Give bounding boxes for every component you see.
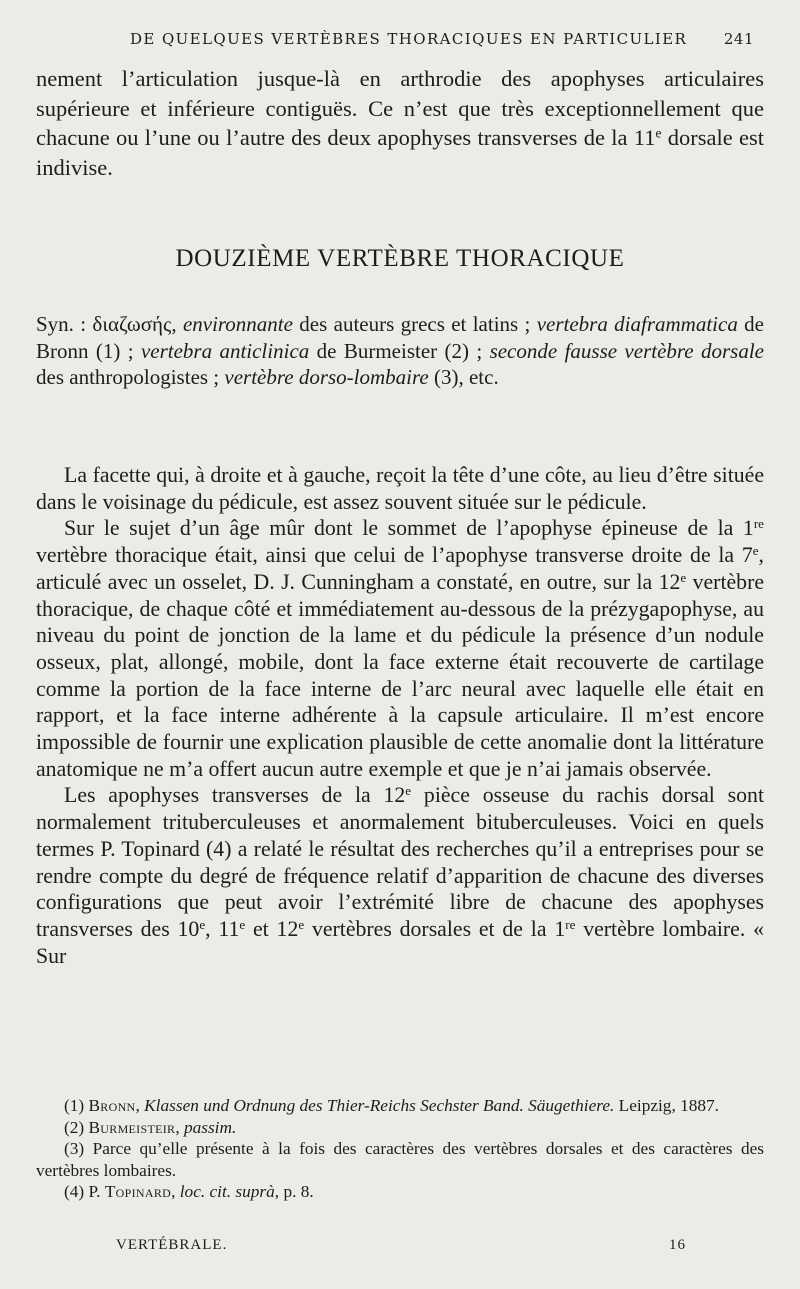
footnote-1: (1) Bronn, Klassen und Ordnung des Thier-Reichs Sechster Band. Säugethiere. Leipzig, 1887. <box>64 1096 719 1115</box>
footnote-3: (3) Parce qu’elle présente à la fois des caractères des vertèbres dorsales et des caractères des vertèbres lombaires. <box>36 1139 764 1180</box>
signature-line <box>116 1237 686 1254</box>
footnote-4: (4) P. Topinard, loc. cit. suprà, p. 8. <box>64 1182 314 1202</box>
section-heading: DOUZIÈME VERTÈBRE THORACIQUE <box>175 245 625 272</box>
signature-number: 16 <box>669 1237 686 1253</box>
signature-mark: VERTÉBRALE. <box>116 1237 228 1253</box>
synonyms-paragraph: Syn. : διαζωσής, environnante des auteurs grecs et latins ; vertebra diaframmatica de Bronn (1) ; vertebra anticlinica de Burmeister (2) ; seconde fausse vertèbre dorsale des anthropologistes ; vertèbre dorso-lombaire (3), etc. <box>36 312 764 390</box>
paragraph-topinard: Les apophyses transverses de la 12e pièce osseuse du rachis dorsal sont normalement trituberculeuses et anormalement bituberculeuses. Voici en quels termes P. Topinard (4) a relaté le résultat des recherches qu’il a entreprises pour se rendre compte du degré de fréquence relatif d’apparition de chacune des diverses configurations que peut avoir l’extrémité libre de chacune des apophyses transverses des 10e, 11e et 12e vertèbres dorsales et de la 1re vertèbre lombaire. « Sur <box>36 783 765 968</box>
paragraph-facette: La facette qui, à droite et à gauche, reçoit la tête d’une côte, au lieu d’être située dans le voisinage du pédicule, est assez souvent située sur le pédicule. <box>36 463 764 514</box>
continuation-paragraph: nement l’articulation jusque-là en arthrodie des apophyses articulaires supérieure et inférieure contiguës. Ce n’est que très exceptionnellement que chacune ou l’une ou l’autre des deux apophyses transverses de la 11e dorsale est indivise. <box>36 66 765 181</box>
paragraph-cunningham: Sur le sujet d’un âge mûr dont le sommet de l’apophyse épineuse de la 1re vertèbre thoracique était, ainsi que celui de l’apophyse transverse droite de la 7e, articulé avec un osselet, D. J. Cunningham a constaté, en outre, sur la 12e vertèbre thoracique, de chaque côté et immédiatement au-dessous de la prézygapophyse, au niveau du point de jonction de la lame et du pédicule la présence d’un nodule osseux, plat, allongé, mobile, dont la face externe était recouverte de cartilage comme la portion de la face interne de l’arc neural avec laquelle elle était en rapport, et la face interne adhérente à la capsule articulaire. Il m’est encore impossible de fournir une explication plausible de cette anomalie dont la littérature anatomique ne m’a offert aucun autre exemple et que je n’ai jamais observée. <box>36 516 765 781</box>
body-text <box>36 462 764 969</box>
page-number: 241 <box>723 30 754 48</box>
footnote-2: (2) Burmeisteir, passim. <box>64 1117 237 1137</box>
running-title: DE QUELQUES VERTÈBRES THORACIQUES EN PARTICULIER <box>130 30 688 48</box>
footnotes <box>36 1095 764 1203</box>
